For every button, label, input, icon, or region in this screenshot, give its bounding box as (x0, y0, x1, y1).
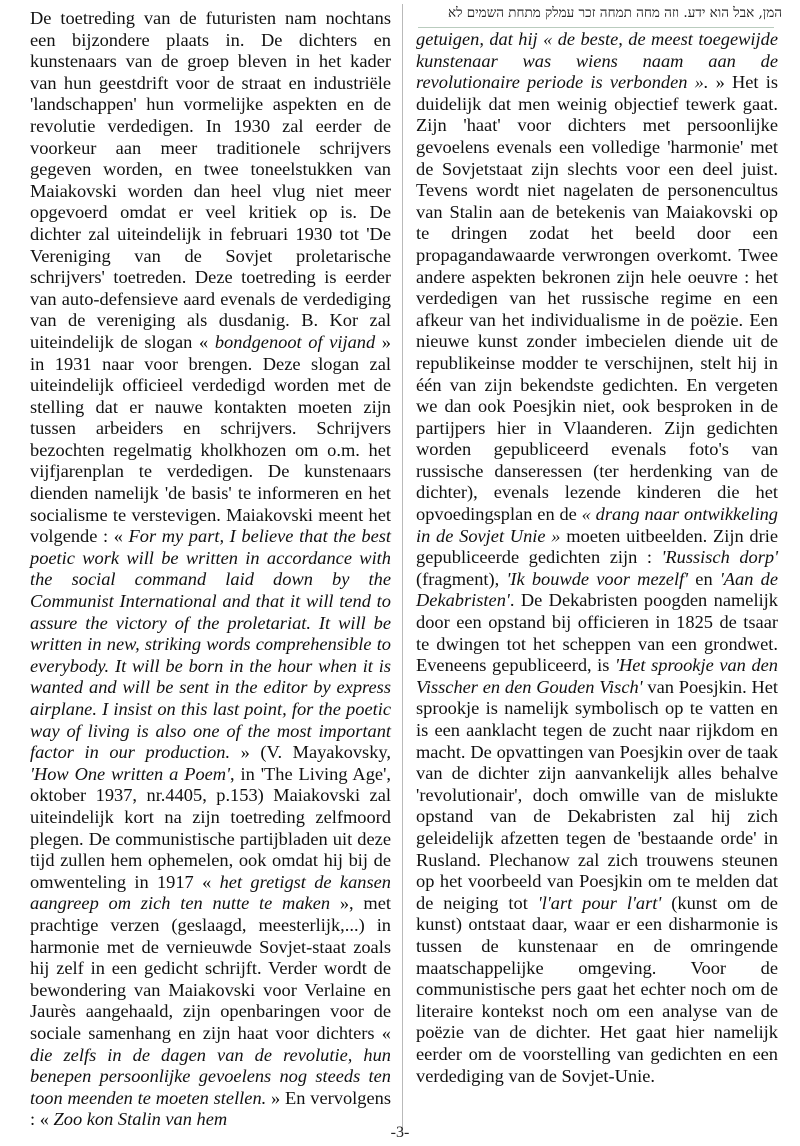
page-number: -3- (390, 1124, 410, 1141)
italic-text-run: 'How One written a Poem' (30, 763, 231, 784)
italic-text-run: 'Het sprookje van den Visscher en den Gouden Visch' (416, 655, 778, 697)
italic-text-run: bondgenoot of vijand (214, 331, 376, 352)
right-paragraph (416, 29, 778, 1087)
italic-text-run: 'l'art pour l'art' (537, 892, 662, 913)
text-run: , in 'The Living Age', oktober 1937, nr.4405, p.153) Maiakovski zal uiteindelijk kort na zijn toetreding zelfmoord plegen. De communistische partijbladen uit deze tijd zullen hem ophemelen, ook omdat hij bij de omwenteling in 1917 « (30, 763, 391, 892)
italic-text-run: 'Aan de Dekabristen' (416, 568, 778, 611)
left-paragraph (30, 8, 391, 1131)
header-underline (418, 27, 774, 28)
text-run: » (V. Mayakovsky, (230, 742, 392, 763)
text-run: (fragment), (416, 568, 507, 589)
italic-text-run: getuigen, dat hij « de beste, de meest toegewijde kunstenaar was wiens naam aan de revolutionaire periode is verbonden ». (416, 29, 778, 93)
hebrew-header-strip: המן, אבל הוא ידע. וזה מחה תמחה זכר עמלק מתחת השמים לא (448, 5, 782, 21)
right-column (416, 29, 778, 1087)
text-run: », met prachtige verzen (geslaagd, meesterlijk,...) in harmonie met de vernieuwde Sovjet-staat zoals hij zelf in een gedicht schrijft. Verder wordt de bewondering van Maiakovski voor Verlaine en Jaurès aangehaald, zijn openbaringen voor de sociale samenhang en zijn haat voor dichters « (30, 893, 391, 1043)
text-run: (kunst om de kunst) ontstaat daar, waar er een disharmonie is tussen de kunstenaar en de omringende maatschappelijke omgeving. Voor de communistische pers gaat het echter noch om de literaire kontekst noch om een analyse van de poëzie van de dichter. Het gaat hier namelijk eerder om de voorstelling van gedichten en een verdediging van de Sovjet-Unie. (416, 892, 778, 1086)
text-run: » En vervolgens : « (30, 1087, 391, 1130)
text-run: . De Dekabristen poogden namelijk door een opstand bij officieren in 1825 de tsaar te dwingen tot het scheppen van een grondwet. Eveneens gepubliceerd, is (416, 590, 778, 676)
text-run: van Poesjkin. Het sprookje is namelijk symbolisch op te vatten en is een aanklacht tegen de zucht naar rijkdom en macht. De opvattingen van Poesjkin over de taak van de dichter zijn aanvankelijk alles behalve 'revolutionair', doch omwille van de mislukte opstand van de Dekabristen zal hij zich geleidelijk afzetten tegen de 'bestaande orde' in Rusland. Plechanow zal zich trouwens steunen op het voorbeeld van Poesjkin om te melden dat de neiging tot (416, 676, 778, 913)
italic-text-run: het gretigst de kansen aangreep om zich ten nutte te maken (30, 871, 391, 914)
italic-text-run: « drang naar ontwikkeling in de Sovjet Unie » (416, 504, 778, 546)
text-run: moeten uitbeelden. Zijn drie gepubliceerde gedichten zijn : (416, 525, 778, 568)
italic-text-run: For my part, I believe that the best poetic work will be written in accordance with the social command laid down by the Communist International and that it will tend to assure the victory of the proletariat. It will be written in new, striking words comprehensible to everybody. It will be born in the hour when it is wanted and will be sent in the editor by express airplane. I insist on this last point, for the poetic way of living is also one of the most important factor in our production. (30, 526, 391, 763)
text-run: » in 1931 naar voor brengen. Deze slogan zal uiteindelijk officieel verdedigd worden met de stelling dat er nauwe kontakten moeten zijn tussen arbeiders en schrijvers. Schrijvers bezochten regelmatig kholkhozen om o.m. het vijfjarenplan te verdedigen. De kunstenaars dienden namelijk 'de basis' te informeren en het socialisme te verstevigen. Maiakovski meent het volgende : « (30, 331, 391, 547)
italic-text-run: Zoo kon Stalin van hem (53, 1109, 228, 1130)
italic-text-run: die zelfs in de dagen van de revolutie, hun benepen persoonlijke gevoelens nog steeds ten toon meenden te moeten stellen. (30, 1044, 391, 1108)
text-run: » Het is duidelijk dat men weinig objectief tewerk gaat. Zijn 'haat' voor dichters met persoonlijke gevoelens evenals een volledige 'harmonie' met de Sovjetstaat zijn slechts voor een deel juist. Tevens wordt niet nagelaten de personencultus van Stalin aan de betekenis van Maiakovski op te dringen zodat het beeld door een propagandawaarde verwrongen overkomt. Twee andere aspekten bekronen zijn hele oeuvre : het verdedigen van het russische regime en een afkeur van het individualisme in de poëzie. Een nieuwe kunst zonder imbecielen diende uit de republikeinse modder te verschijnen, stelt hij in één van zijn bekendste gedichten. En vergeten we dan ook Poesjkin niet, ook besproken in de partijpers hier in Vlaanderen. Zijn gedichten worden gepubliceerd evenals foto's van russische danseressen (ter herdenking van de dichter), evenals lezende kinderen die het opvoedingsplan en de (416, 72, 778, 525)
column-divider (402, 4, 403, 1132)
italic-text-run: 'Russisch dorp' (661, 547, 779, 568)
text-run: De toetreding van de futuristen nam nochtans een bijzondere plaats in. De dichters en kunstenaars van de groep bleven in het kader van hun geestdrift voor de straat en industriële 'landschappen' hun vormelijke aspekten en de revolutie verdedigen. In 1930 zal eerder de voorkeur aan meer traditionele schrijvers gegeven worden, en twee toneelstukken van Maiakovski worden dan heel vlug niet meer opgevoerd omdat er veel kritiek op is. De dichter zal uiteindelijk in februari 1930 tot 'De Vereniging van de Sovjet proletarische schrijvers' toetreden. Deze toetreding is eerder van auto-defensieve aard evenals de verdediging van de vereniging als dusdanig. B. Kor zal uiteindelijk de slogan « (30, 8, 391, 352)
text-run: en (688, 568, 720, 589)
italic-text-run: 'Ik bouwde voor mezelf' (506, 568, 689, 589)
left-column (30, 8, 391, 1131)
